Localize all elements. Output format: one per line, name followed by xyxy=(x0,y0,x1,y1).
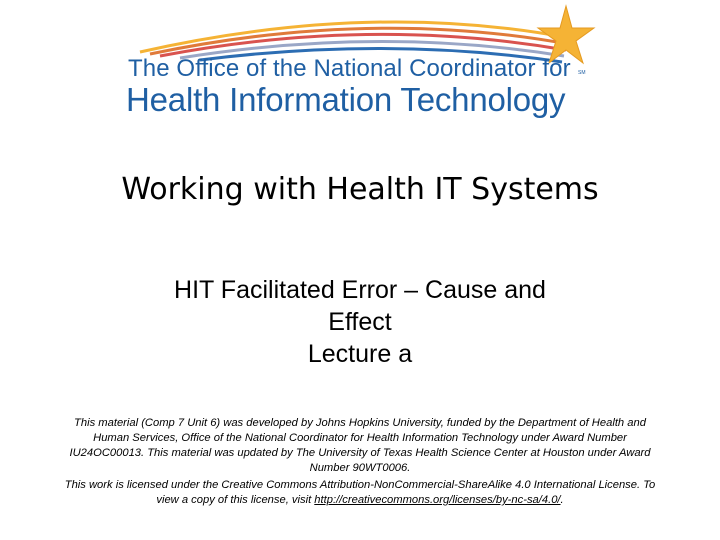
slide-subtitle xyxy=(60,274,660,370)
subtitle-line3: Lecture a xyxy=(307,340,413,368)
service-mark: SM xyxy=(578,70,586,76)
subtitle-line2: Effect xyxy=(328,308,392,336)
license-prefix: This work is licensed under the Creative Commons Attribution-NonCommercial-ShareAlike 4.0 International License. To view a copy of this license, visit xyxy=(64,479,656,506)
license-link[interactable]: http://creativecommons.org/licenses/by-nc-sa/4.0/ xyxy=(314,494,561,506)
attribution-text: This material (Comp 7 Unit 6) was developed by Johns Hopkins University, funded by the Department of Health and Human Services, Office of the National Coordinator for Health Information Technology under Award Number IU24OC00013. This material was updated by The University of Texas Health Science Center at Houston under Award Number 90WT0006. xyxy=(69,417,651,474)
logo-line1: The Office of the National Coordinator for xyxy=(128,55,571,82)
logo-line2: Health Information Technology xyxy=(126,81,566,118)
onc-logo xyxy=(120,0,600,130)
license-text xyxy=(60,478,660,508)
subtitle-line1: HIT Facilitated Error – Cause and xyxy=(174,276,546,304)
license-suffix: . xyxy=(560,494,564,506)
slide-title: Working with Health IT Systems xyxy=(121,172,599,207)
